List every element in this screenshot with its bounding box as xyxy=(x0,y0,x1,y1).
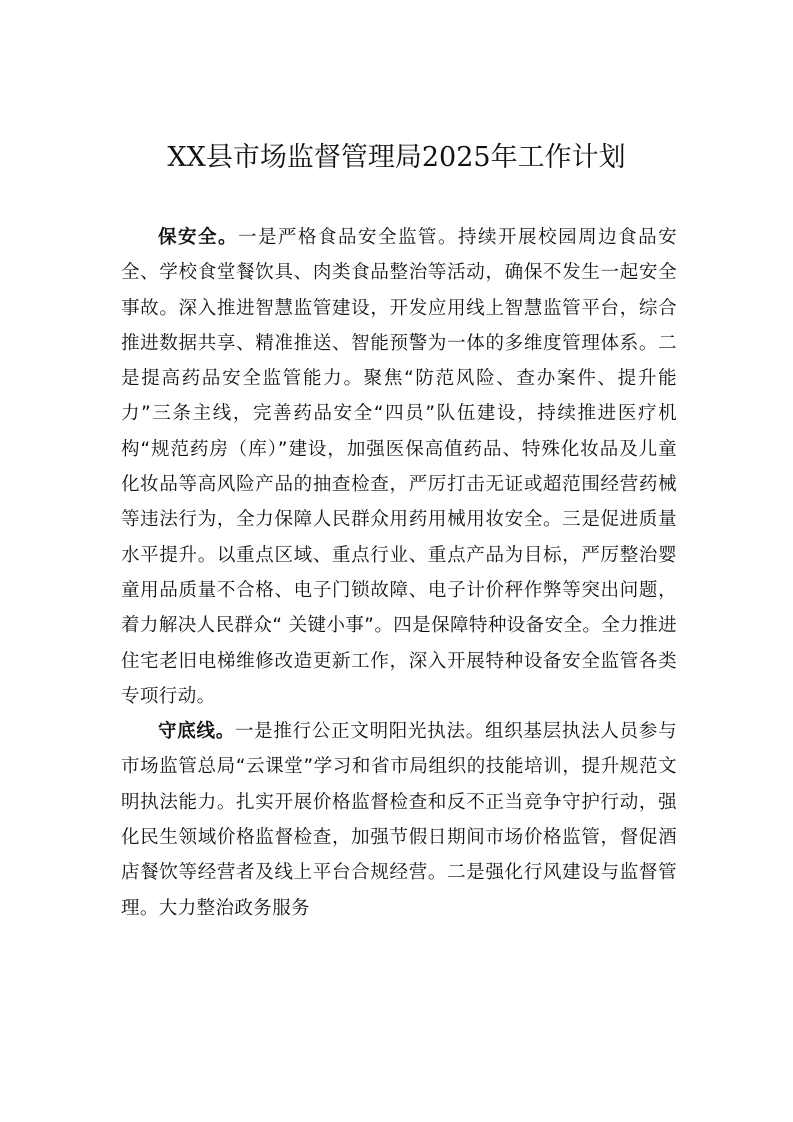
paragraph-lead: 保安全。 xyxy=(158,227,239,248)
paragraph-text: 一是严格食品安全监管。持续开展校园周边食品安全、学校食堂餐饮具、肉类食品整治等活动，确保不发生一起安全事故。深入推进智慧监管建设，开发应用线上智慧监管平台，综合推进数据共享、精准推送、智能预警为一体的多维度管理体系。二是提高药品安全监管能力。聚焦“防范风险、查办案件、提升能力”三条主线，完善药品安全“四员”队伍建设，持续推进医疗机构“规范药房（库）”建设，加强医保高值药品、特殊化妆品及儿童化妆品等高风险产品的抽查检查，严厉打击无证或超范围经营药械等违法行为，全力保障人民群众用药用械用妆安全。三是促进质量水平提升。以重点区域、重点行业、重点产品为目标，严厉整治婴童用品质量不合格、电子门锁故障、电子计价秤作弊等突出问题，着力解决人民群众“ 关键小事”。四是保障特种设备安全。全力推进住宅老旧电梯维修改造更新工作，深入开展特种设备安全监管各类专项行动。 xyxy=(121,227,677,707)
paragraph-text: 一是推行公正文明阳光执法。组织基层执法人员参与市场监管总局“云课堂”学习和省市局组织的技能培训，提升规范文明执法能力。扎实开展价格监督检查和反不正当竞争守护行动，强化民生领域价格监督检查，加强节假日期间市场价格监管，督促酒店餐饮等经营者及线上平台合规经营。二是强化行风建设与监督管理。大力整治政务服务 xyxy=(121,721,677,919)
paragraph-safety xyxy=(121,220,677,714)
page-title: XX县市场监督管理局2025年工作计划 xyxy=(167,142,626,173)
document-body xyxy=(121,220,677,926)
paragraph-bottom-line xyxy=(121,714,677,926)
paragraph-lead: 守底线。 xyxy=(158,721,235,743)
